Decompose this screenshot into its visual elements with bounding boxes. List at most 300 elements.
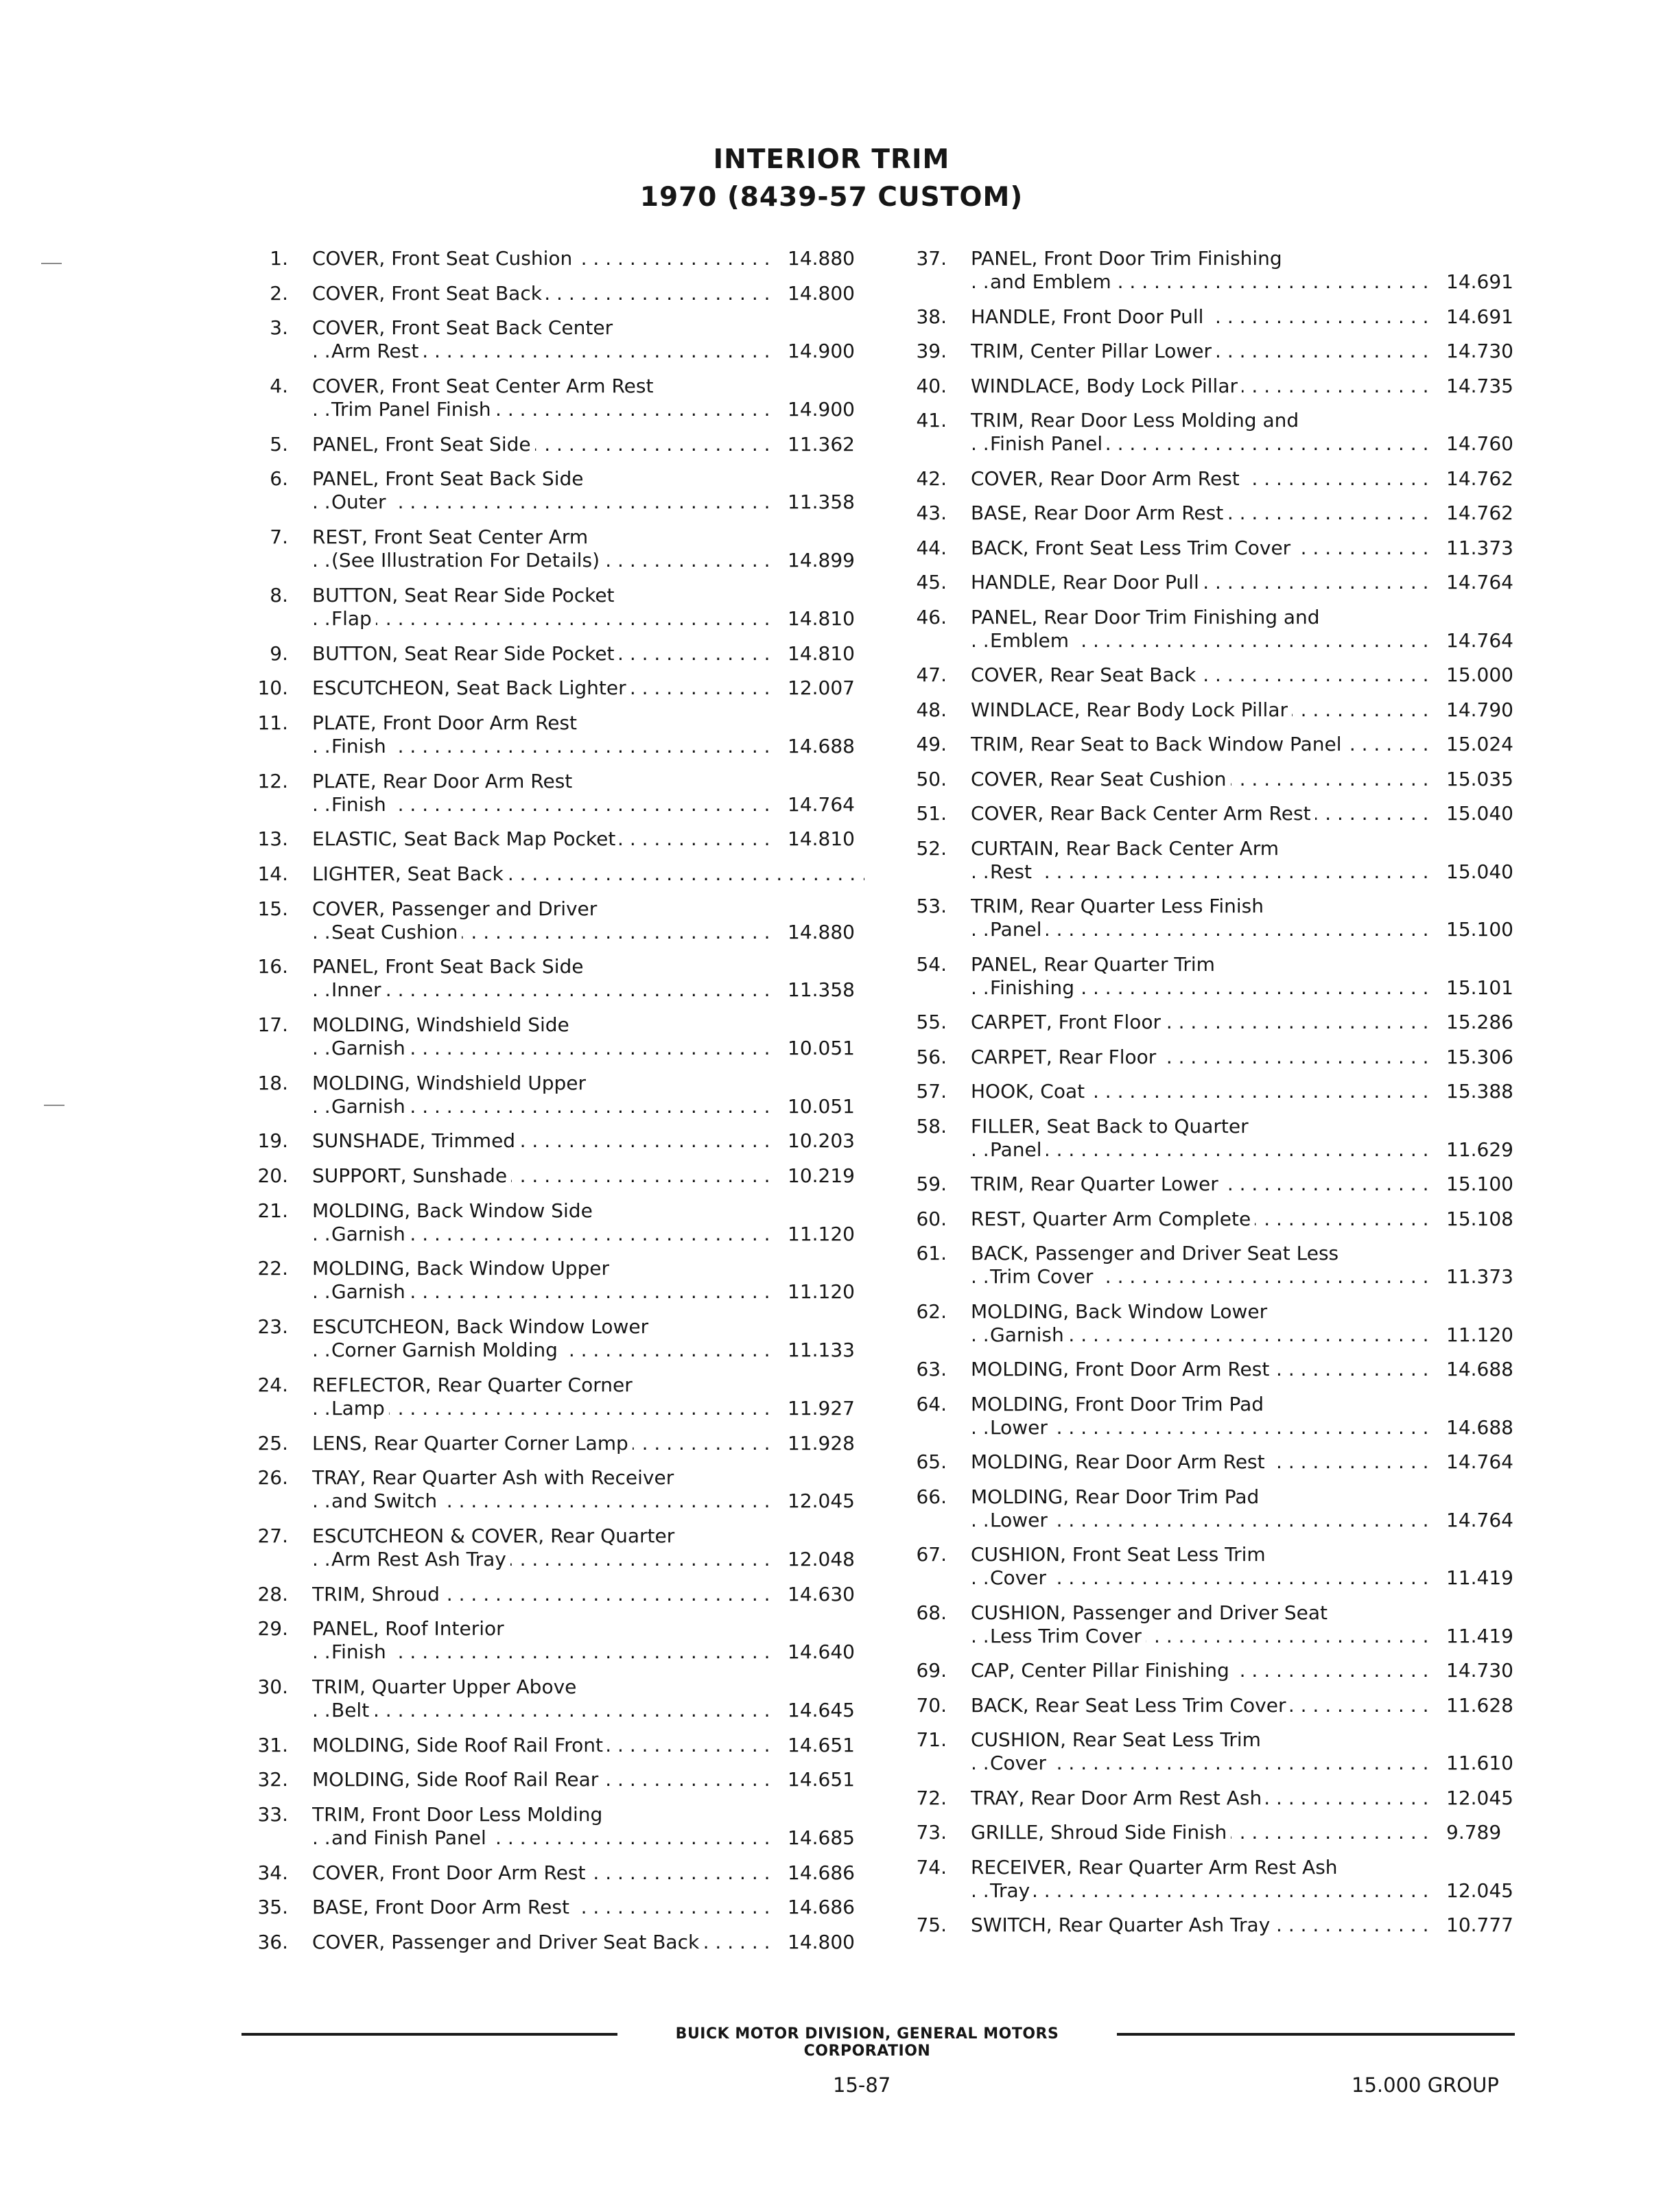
item-number: 64. xyxy=(916,1392,947,1415)
item-description: TRIM, Center Pillar Lower xyxy=(971,340,1216,362)
item-description: MOLDING, Back Window Side xyxy=(312,1199,597,1222)
group-number: 14.762 xyxy=(1437,502,1523,525)
item-description: Trim Cover xyxy=(990,1265,1097,1288)
item-description: ESCUTCHEON & COVER, Rear Quarter xyxy=(312,1525,679,1547)
group-number: 11.120 xyxy=(1437,1323,1523,1347)
parts-list-item xyxy=(247,1617,864,1675)
item-description: COVER, Front Seat Back xyxy=(312,282,546,305)
item-description: COVER, Front Seat Center Arm Rest xyxy=(312,375,657,397)
item-description: CUSHION, Rear Seat Less Trim xyxy=(971,1728,1265,1751)
parts-list-item xyxy=(906,1450,1523,1485)
item-description: COVER, Front Door Arm Rest xyxy=(312,1861,590,1884)
item-description: CURTAIN, Rear Back Center Arm xyxy=(971,837,1283,860)
parts-list-item xyxy=(247,1164,864,1199)
item-number: 4. xyxy=(270,375,288,398)
group-number: 15.024 xyxy=(1437,733,1523,756)
item-description: Cover xyxy=(990,1752,1050,1774)
parts-list-item xyxy=(906,1300,1523,1358)
item-description: REST, Front Seat Center Arm xyxy=(312,526,592,548)
item-number: 43. xyxy=(916,502,947,524)
item-description: MOLDING, Back Window Upper xyxy=(312,1257,613,1280)
item-description: Lower xyxy=(990,1416,1052,1439)
group-label: 15.000 GROUP xyxy=(1352,2073,1499,2097)
item-number: 19. xyxy=(257,1129,288,1153)
group-number: 14.651 xyxy=(778,1768,864,1791)
parts-list-item xyxy=(906,305,1523,340)
parts-list-item xyxy=(906,1046,1523,1081)
group-number: 14.800 xyxy=(778,1931,864,1954)
item-number: 3. xyxy=(270,316,288,340)
group-number: 11.419 xyxy=(1437,1625,1523,1648)
group-number: 11.610 xyxy=(1437,1752,1523,1775)
parts-list-item xyxy=(906,467,1523,502)
group-number: 14.810 xyxy=(778,607,864,631)
item-description: TRIM, Rear Seat to Back Window Panel xyxy=(971,733,1346,755)
item-number: 48. xyxy=(916,698,947,721)
item-description: COVER, Rear Door Arm Rest xyxy=(971,467,1244,490)
item-number: 41. xyxy=(916,409,947,432)
item-number: 38. xyxy=(916,305,947,328)
parts-list-item xyxy=(906,895,1523,953)
group-number: 14.899 xyxy=(778,549,864,572)
item-number: 28. xyxy=(257,1582,288,1605)
parts-list-item xyxy=(906,1856,1523,1914)
item-description: Finish xyxy=(331,1640,390,1663)
parts-list-item xyxy=(247,1768,864,1803)
item-number: 1. xyxy=(270,247,288,270)
group-number: 15.040 xyxy=(1437,802,1523,825)
group-number: 11.373 xyxy=(1437,1265,1523,1289)
item-description: Rest xyxy=(990,860,1036,883)
parts-list-item xyxy=(906,733,1523,768)
parts-list-item xyxy=(906,1011,1523,1046)
item-description: COVER, Rear Back Center Arm Rest xyxy=(971,802,1315,825)
parts-list-item xyxy=(906,802,1523,837)
item-number: 62. xyxy=(916,1299,947,1323)
item-description: HANDLE, Rear Door Pull xyxy=(971,571,1203,593)
item-description: COVER, Front Seat Cushion xyxy=(312,247,576,270)
item-description: Arm Rest Ash Tray xyxy=(331,1548,510,1570)
group-number: 14.764 xyxy=(1437,1509,1523,1532)
parts-list-item xyxy=(906,537,1523,572)
parts-list-item xyxy=(906,1787,1523,1822)
item-description: WINDLACE, Rear Body Lock Pillar xyxy=(971,698,1292,721)
parts-list-item xyxy=(906,1659,1523,1694)
item-description: BUTTON, Seat Rear Side Pocket xyxy=(312,642,619,665)
parts-list-item xyxy=(906,1393,1523,1451)
parts-list-item xyxy=(906,1208,1523,1243)
item-number: 50. xyxy=(916,767,947,790)
item-number: 66. xyxy=(916,1485,947,1508)
group-number: 11.362 xyxy=(778,433,864,456)
group-number: 15.101 xyxy=(1437,976,1523,1000)
parts-list-item xyxy=(906,1242,1523,1300)
parts-list-item xyxy=(247,897,864,956)
item-description: Inner xyxy=(331,978,386,1001)
group-number: 12.007 xyxy=(778,676,864,700)
item-number: 45. xyxy=(916,571,947,593)
item-number: 54. xyxy=(916,952,947,976)
parts-list-item xyxy=(906,1728,1523,1787)
parts-list-item xyxy=(247,1432,864,1467)
item-description: SUNSHADE, Trimmed xyxy=(312,1129,519,1152)
group-number: 14.764 xyxy=(778,793,864,816)
item-number: 18. xyxy=(257,1071,288,1094)
item-description: MOLDING, Side Roof Rail Rear xyxy=(312,1768,602,1791)
item-number: 27. xyxy=(257,1524,288,1547)
item-description: BACK, Passenger and Driver Seat Less xyxy=(971,1242,1343,1264)
group-number: 14.685 xyxy=(778,1826,864,1850)
item-number: 58. xyxy=(916,1114,947,1138)
group-number: 14.730 xyxy=(1437,340,1523,363)
item-number: 40. xyxy=(916,374,947,397)
item-description: Belt xyxy=(331,1699,373,1721)
item-description: PLATE, Front Door Arm Rest xyxy=(312,711,581,734)
item-number: 70. xyxy=(916,1693,947,1717)
parts-list-item xyxy=(247,584,864,642)
parts-list-item xyxy=(906,571,1523,606)
parts-list-item xyxy=(906,1914,1523,1949)
item-description: Garnish xyxy=(331,1280,410,1303)
group-number: 10.051 xyxy=(778,1037,864,1060)
scan-mark xyxy=(41,263,62,264)
item-number: 10. xyxy=(257,676,288,700)
parts-list-item xyxy=(247,247,864,282)
item-number: 49. xyxy=(916,733,947,755)
parts-list-item xyxy=(906,502,1523,537)
item-description: PANEL, Rear Quarter Trim xyxy=(971,953,1219,976)
group-number: 9.789 xyxy=(1437,1821,1523,1844)
item-description: Less Trim Cover xyxy=(990,1625,1146,1647)
group-number: 14.691 xyxy=(1437,270,1523,294)
group-number: 11.373 xyxy=(1437,537,1523,560)
item-description: and Finish Panel xyxy=(331,1826,491,1849)
item-number: 61. xyxy=(916,1242,947,1264)
group-number: 14.735 xyxy=(1437,375,1523,398)
item-description: Garnish xyxy=(990,1323,1068,1346)
parts-list-item xyxy=(906,1821,1523,1856)
parts-list-item xyxy=(906,1694,1523,1729)
item-number: 39. xyxy=(916,340,947,362)
group-number: 15.000 xyxy=(1437,663,1523,687)
parts-list-item xyxy=(247,282,864,317)
item-description: Garnish xyxy=(331,1223,410,1245)
item-description: TRIM, Front Door Less Molding xyxy=(312,1803,606,1826)
item-number: 17. xyxy=(257,1013,288,1036)
item-description: CAP, Center Pillar Finishing xyxy=(971,1659,1234,1682)
item-number: 22. xyxy=(257,1257,288,1280)
item-description: REST, Quarter Arm Complete xyxy=(971,1208,1255,1230)
parts-list-item xyxy=(247,316,864,375)
item-description: Seat Cushion xyxy=(331,921,462,943)
parts-list-item xyxy=(906,247,1523,305)
group-number: 11.120 xyxy=(778,1280,864,1304)
item-number: 73. xyxy=(916,1821,947,1844)
item-number: 72. xyxy=(916,1786,947,1809)
item-description: SWITCH, Rear Quarter Ash Tray xyxy=(971,1914,1274,1936)
scan-mark xyxy=(44,1105,64,1106)
item-number: 60. xyxy=(916,1207,947,1230)
group-number: 14.880 xyxy=(778,247,864,270)
item-number: 37. xyxy=(916,247,947,270)
item-description: HOOK, Coat xyxy=(971,1080,1089,1103)
group-number: 15.286 xyxy=(1437,1011,1523,1034)
item-description: CARPET, Rear Floor xyxy=(971,1046,1160,1068)
group-number: 14.730 xyxy=(1437,1659,1523,1682)
item-description: PANEL, Front Seat Back Side xyxy=(312,467,587,490)
group-number: 12.045 xyxy=(1437,1879,1523,1903)
item-description: MOLDING, Rear Door Trim Pad xyxy=(971,1485,1263,1508)
item-number: 11. xyxy=(257,711,288,734)
group-number: 14.764 xyxy=(1437,571,1523,594)
item-description: COVER, Passenger and Driver xyxy=(312,897,601,920)
group-number: 15.100 xyxy=(1437,1173,1523,1196)
page-title: INTERIOR TRIM xyxy=(713,144,950,175)
parts-list-item xyxy=(247,1931,864,1966)
item-number: 56. xyxy=(916,1045,947,1068)
item-description: Outer xyxy=(331,491,390,513)
item-description: FILLER, Seat Back to Quarter xyxy=(971,1115,1253,1138)
item-number: 69. xyxy=(916,1659,947,1682)
item-description: LIGHTER, Seat Back xyxy=(312,862,508,885)
parts-list-item xyxy=(247,1374,864,1432)
item-description: Flap xyxy=(331,607,376,630)
group-number: 11.419 xyxy=(1437,1566,1523,1590)
item-description: PANEL, Front Door Trim Finishing xyxy=(971,247,1286,270)
parts-list-item xyxy=(247,1315,864,1374)
item-description: BASE, Rear Door Arm Rest xyxy=(971,502,1227,524)
item-description: and Switch xyxy=(331,1490,441,1512)
item-description: Cover xyxy=(990,1566,1050,1589)
item-description: MOLDING, Front Door Arm Rest xyxy=(971,1358,1273,1380)
item-description: (See Illustration For Details) xyxy=(331,549,604,572)
group-number: 14.764 xyxy=(1437,1450,1523,1474)
item-number: 55. xyxy=(916,1011,947,1033)
group-number: 11.629 xyxy=(1437,1138,1523,1162)
group-number: 10.203 xyxy=(778,1129,864,1153)
item-description: Emblem xyxy=(990,629,1073,652)
group-number: 14.760 xyxy=(1437,432,1523,456)
item-description: MOLDING, Rear Door Arm Rest xyxy=(971,1450,1269,1473)
group-number: 14.762 xyxy=(1437,467,1523,491)
group-number: 14.810 xyxy=(778,642,864,666)
item-description: HANDLE, Front Door Pull xyxy=(971,305,1207,328)
item-description: TRIM, Rear Quarter Lower xyxy=(971,1173,1223,1195)
group-number: 12.045 xyxy=(1437,1787,1523,1810)
group-number: 11.358 xyxy=(778,491,864,514)
parts-list-item xyxy=(247,1525,864,1583)
group-number: 14.691 xyxy=(1437,305,1523,329)
item-number: 23. xyxy=(257,1315,288,1339)
item-description: Lamp xyxy=(331,1397,389,1420)
item-description: TRIM, Quarter Upper Above xyxy=(312,1675,580,1698)
item-number: 71. xyxy=(916,1728,947,1751)
group-number: 11.120 xyxy=(778,1223,864,1246)
parts-list-item xyxy=(906,768,1523,803)
parts-list-item xyxy=(906,375,1523,410)
item-number: 31. xyxy=(257,1733,288,1756)
item-description: Garnish xyxy=(331,1095,410,1118)
group-number: 14.764 xyxy=(1437,629,1523,652)
item-number: 6. xyxy=(270,467,288,491)
parts-list-item xyxy=(247,1199,864,1258)
item-description: RECEIVER, Rear Quarter Arm Rest Ash xyxy=(971,1856,1342,1879)
item-number: 67. xyxy=(916,1543,947,1566)
item-description: MOLDING, Side Roof Rail Front xyxy=(312,1734,607,1756)
item-number: 7. xyxy=(270,526,288,549)
group-number: 15.100 xyxy=(1437,918,1523,941)
item-description: COVER, Rear Seat Cushion xyxy=(971,768,1231,790)
parts-list-item xyxy=(247,827,864,862)
group-number: 15.035 xyxy=(1437,768,1523,791)
item-number: 35. xyxy=(257,1896,288,1919)
item-description: WINDLACE, Body Lock Pillar xyxy=(971,375,1242,397)
page-number: 15-87 xyxy=(833,2073,891,2097)
group-number: 14.686 xyxy=(778,1861,864,1885)
item-number: 51. xyxy=(916,802,947,825)
item-description: TRIM, Rear Quarter Less Finish xyxy=(971,895,1268,917)
item-description: COVER, Front Seat Back Center xyxy=(312,316,617,339)
group-number: 11.628 xyxy=(1437,1694,1523,1717)
item-number: 53. xyxy=(916,895,947,917)
item-description: ESCUTCHEON, Back Window Lower xyxy=(312,1315,652,1338)
item-number: 8. xyxy=(270,583,288,607)
item-description: BACK, Front Seat Less Trim Cover xyxy=(971,537,1295,559)
group-number: 14.645 xyxy=(778,1699,864,1722)
item-number: 2. xyxy=(270,281,288,305)
item-description: MOLDING, Front Door Trim Pad xyxy=(971,1393,1268,1415)
parts-list-item xyxy=(247,1466,864,1525)
item-number: 46. xyxy=(916,605,947,628)
item-description: COVER, Rear Seat Back xyxy=(971,663,1200,686)
parts-list-item xyxy=(247,955,864,1013)
item-description: ELASTIC, Seat Back Map Pocket xyxy=(312,827,620,850)
item-number: 75. xyxy=(916,1914,947,1936)
item-number: 74. xyxy=(916,1855,947,1879)
parts-list-item xyxy=(247,1583,864,1618)
group-number: 15.306 xyxy=(1437,1046,1523,1069)
item-description: Corner Garnish Molding xyxy=(331,1339,562,1361)
item-number: 15. xyxy=(257,897,288,920)
parts-list-item xyxy=(906,1601,1523,1660)
parts-list-item xyxy=(247,1072,864,1130)
item-description: PANEL, Front Seat Side xyxy=(312,433,535,456)
group-number: 14.790 xyxy=(1437,698,1523,722)
item-description: TRAY, Rear Door Arm Rest Ash xyxy=(971,1787,1266,1809)
parts-list-item xyxy=(247,375,864,433)
item-description: PLATE, Rear Door Arm Rest xyxy=(312,770,576,792)
parts-list-item xyxy=(247,1734,864,1769)
parts-list-item xyxy=(247,526,864,584)
parts-list-item xyxy=(906,409,1523,467)
item-number: 30. xyxy=(257,1675,288,1698)
group-number: 15.388 xyxy=(1437,1080,1523,1103)
item-description: CUSHION, Passenger and Driver Seat xyxy=(971,1601,1332,1624)
item-number: 47. xyxy=(916,663,947,686)
item-description: PANEL, Front Seat Back Side xyxy=(312,955,587,978)
group-number: 10.219 xyxy=(778,1164,864,1188)
item-description: Arm Rest xyxy=(331,340,423,362)
parts-list-item xyxy=(247,862,864,897)
group-number: 14.800 xyxy=(778,282,864,305)
item-number: 44. xyxy=(916,536,947,559)
group-number: 14.900 xyxy=(778,340,864,363)
parts-list-item xyxy=(906,606,1523,664)
item-number: 16. xyxy=(257,955,288,978)
item-number: 63. xyxy=(916,1358,947,1380)
item-number: 29. xyxy=(257,1617,288,1640)
group-number: 10.777 xyxy=(1437,1914,1523,1937)
parts-list-item xyxy=(247,433,864,468)
item-number: 21. xyxy=(257,1199,288,1222)
item-description: BASE, Front Door Arm Rest xyxy=(312,1896,574,1918)
parts-list-left xyxy=(247,247,864,1966)
item-description: ESCUTCHEON, Seat Back Lighter xyxy=(312,676,630,699)
parts-list-item xyxy=(906,1115,1523,1173)
item-description: GRILLE, Shroud Side Finish xyxy=(971,1821,1231,1844)
item-description: TRIM, Shroud xyxy=(312,1583,444,1605)
parts-list-item xyxy=(906,698,1523,733)
group-number: 14.688 xyxy=(1437,1416,1523,1439)
group-number: 11.927 xyxy=(778,1397,864,1420)
item-number: 24. xyxy=(257,1373,288,1396)
item-description: Lower xyxy=(990,1509,1052,1531)
group-number: 10.051 xyxy=(778,1095,864,1118)
item-description: Trim Panel Finish xyxy=(331,398,495,421)
group-number: 14.651 xyxy=(778,1734,864,1757)
item-number: 25. xyxy=(257,1431,288,1455)
group-number: 14.810 xyxy=(778,827,864,851)
item-description: TRAY, Rear Quarter Ash with Receiver xyxy=(312,1466,678,1489)
item-description: Tray xyxy=(990,1879,1034,1902)
item-description: and Emblem xyxy=(990,270,1116,293)
parts-list-item xyxy=(906,1173,1523,1208)
parts-list-item xyxy=(247,770,864,828)
group-number: 14.880 xyxy=(778,921,864,944)
item-number: 59. xyxy=(916,1173,947,1195)
item-description: BUTTON, Seat Rear Side Pocket xyxy=(312,584,619,607)
item-description: PANEL, Roof Interior xyxy=(312,1617,508,1640)
parts-list-item xyxy=(247,1013,864,1072)
item-description: TRIM, Rear Door Less Molding and xyxy=(971,409,1303,432)
item-number: 13. xyxy=(257,827,288,851)
item-number: 57. xyxy=(916,1080,947,1103)
item-description: PANEL, Rear Door Trim Finishing and xyxy=(971,606,1324,628)
item-description: Finish Panel xyxy=(990,432,1107,455)
item-description: LENS, Rear Quarter Corner Lamp xyxy=(312,1432,633,1455)
parts-list-item xyxy=(906,1358,1523,1393)
group-number: 12.045 xyxy=(778,1490,864,1513)
parts-list-item xyxy=(247,467,864,526)
item-number: 42. xyxy=(916,467,947,490)
item-number: 20. xyxy=(257,1164,288,1188)
group-number: 14.688 xyxy=(1437,1358,1523,1381)
item-number: 34. xyxy=(257,1861,288,1884)
group-number: 14.640 xyxy=(778,1640,864,1664)
item-description: MOLDING, Windshield Upper xyxy=(312,1072,590,1094)
group-number: 11.133 xyxy=(778,1339,864,1362)
item-description: CARPET, Front Floor xyxy=(971,1011,1165,1033)
group-number: 14.686 xyxy=(778,1896,864,1919)
parts-list-item xyxy=(906,340,1523,375)
item-description: Finish xyxy=(331,793,390,816)
parts-list-item xyxy=(906,1485,1523,1544)
parts-list-item xyxy=(906,953,1523,1011)
parts-list-item xyxy=(247,676,864,711)
item-description: COVER, Passenger and Driver Seat Back xyxy=(312,1931,703,1953)
parts-list-item xyxy=(906,1080,1523,1115)
item-number: 36. xyxy=(257,1931,288,1954)
